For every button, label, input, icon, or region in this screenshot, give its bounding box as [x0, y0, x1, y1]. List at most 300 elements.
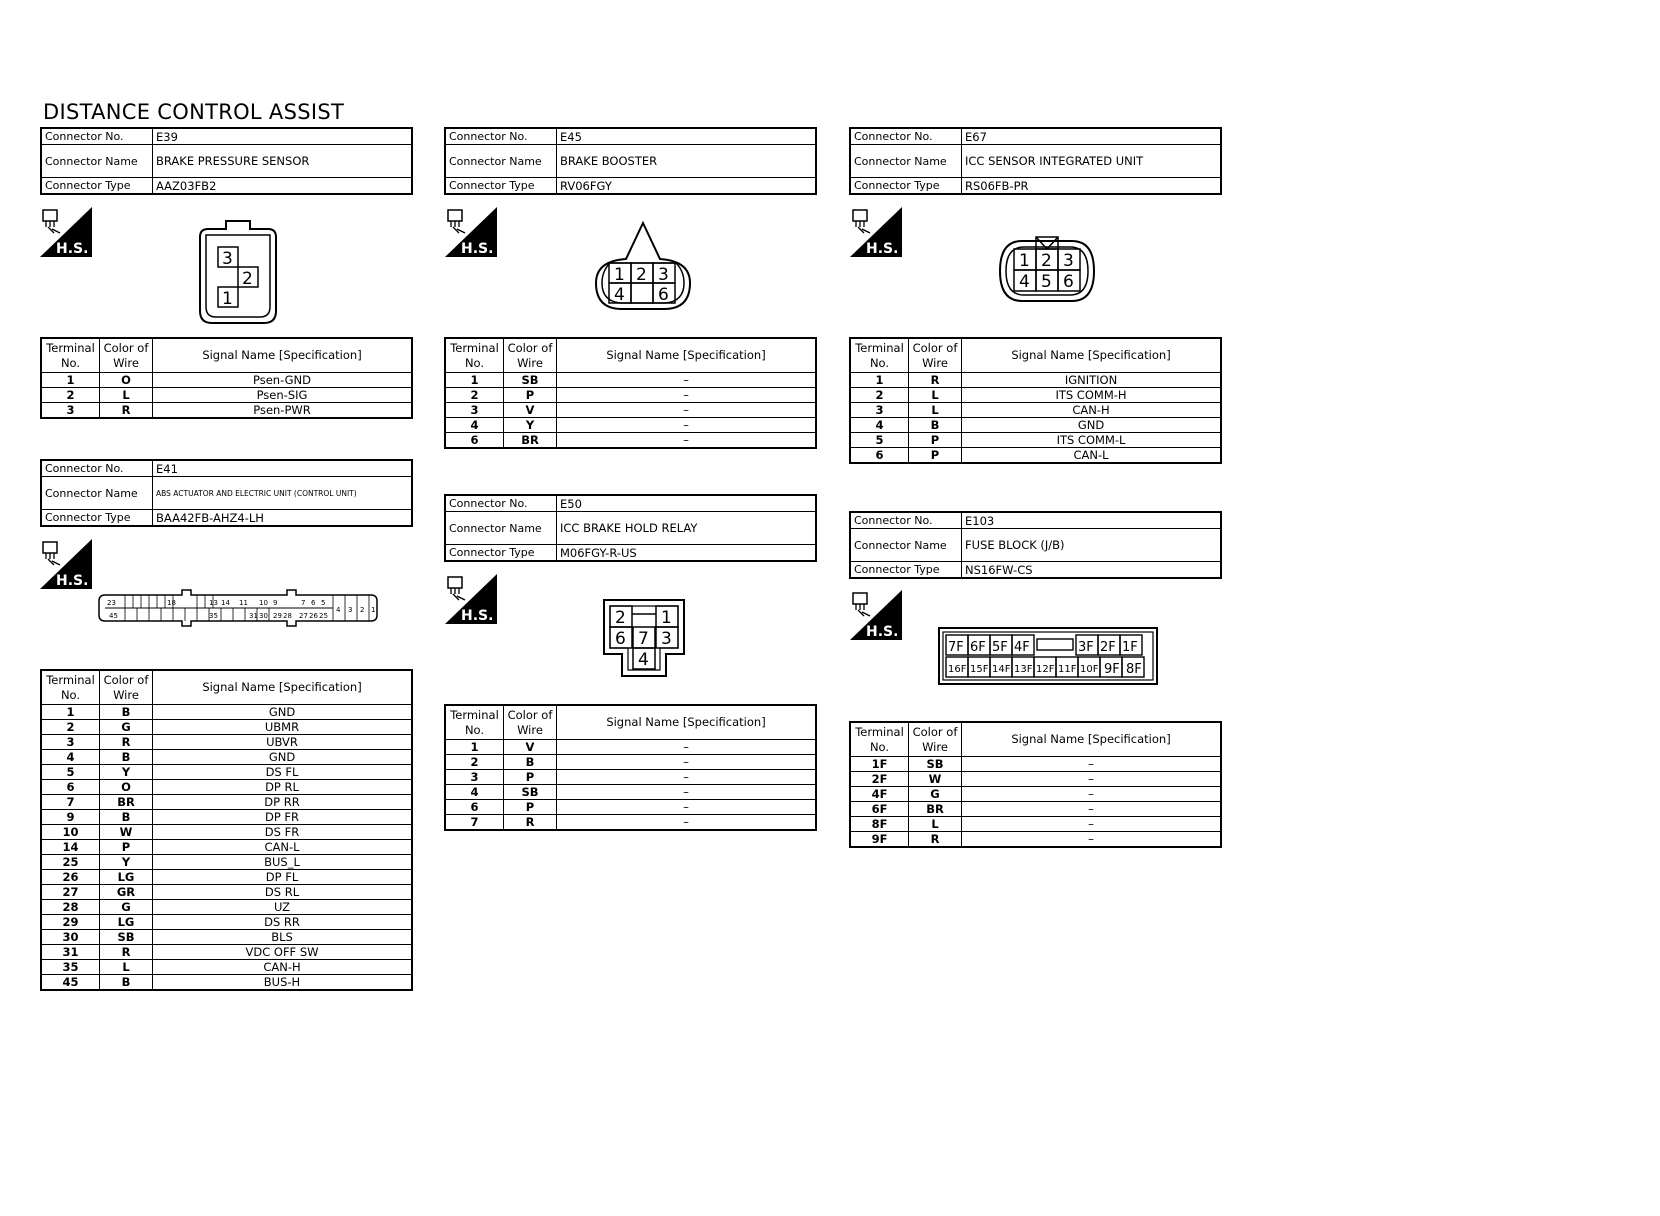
signal-name-cell: –: [557, 433, 817, 449]
wire-color-cell: LG: [100, 915, 153, 930]
connector-name-label: Connector Name: [41, 145, 153, 178]
terminal-no-cell: 7: [41, 795, 100, 810]
table-row: [41, 840, 412, 855]
terminal-no-cell: 5: [41, 765, 100, 780]
terminal-no-cell: 10: [41, 825, 100, 840]
hs-label: H.S.: [866, 241, 899, 257]
signal-name-cell: –: [962, 787, 1222, 802]
signal-name-cell: DP RL: [153, 780, 413, 795]
signal-name-header: Signal Name [Specification]: [153, 338, 413, 373]
pin-label: 2: [615, 608, 626, 628]
terminal-no-cell: 4: [445, 418, 504, 433]
terminal-no-cell: 4: [850, 418, 909, 433]
terminal-no-cell: 5: [850, 433, 909, 448]
connector-e39-info: [40, 127, 413, 195]
table-row: [41, 885, 412, 900]
terminal-no-cell: 14: [41, 840, 100, 855]
terminal-no-cell: 2: [445, 755, 504, 770]
signal-name-cell: UBVR: [153, 735, 413, 750]
terminal-no-header: Terminal No.: [445, 338, 504, 373]
wire-color-cell: L: [100, 388, 153, 403]
wire-color-cell: W: [909, 772, 962, 787]
pin-label: 14: [221, 599, 230, 607]
signal-name-cell: ITS COMM-L: [962, 433, 1222, 448]
wire-color-cell: W: [100, 825, 153, 840]
connector-type-value: RS06FB-PR: [962, 178, 1222, 195]
terminal-no-cell: 3: [41, 735, 100, 750]
pin-label: 18: [167, 599, 176, 607]
wire-color-cell: SB: [504, 785, 557, 800]
wire-color-cell: O: [100, 373, 153, 388]
terminal-no-cell: 45: [41, 975, 100, 991]
signal-name-cell: –: [557, 755, 817, 770]
table-row: [445, 770, 816, 785]
pin-label: 3: [1063, 251, 1074, 271]
hs-label: H.S.: [56, 241, 89, 257]
table-row: [850, 757, 1221, 772]
terminal-no-cell: 3: [41, 403, 100, 419]
wire-color-cell: P: [909, 433, 962, 448]
signal-name-cell: UBMR: [153, 720, 413, 735]
terminal-no-cell: 4: [445, 785, 504, 800]
wire-color-cell: BR: [100, 795, 153, 810]
signal-name-header: Signal Name [Specification]: [557, 338, 817, 373]
connector-no-value: E50: [557, 495, 817, 512]
connector-type-label: Connector Type: [850, 178, 962, 195]
wire-color-cell: P: [504, 770, 557, 785]
terminal-no-header: Terminal No.: [41, 670, 100, 705]
wire-color-cell: G: [100, 720, 153, 735]
connector-type-label: Connector Type: [445, 178, 557, 195]
terminal-no-cell: 25: [41, 855, 100, 870]
connector-name-value: BRAKE PRESSURE SENSOR: [153, 145, 413, 178]
terminal-no-cell: 2: [41, 720, 100, 735]
pin-label: 35: [209, 612, 218, 620]
color-of-wire-header: Color of Wire: [100, 338, 153, 373]
terminal-no-cell: 1: [445, 373, 504, 388]
pin-label: 3: [658, 265, 669, 285]
connector-e67-info: [849, 127, 1222, 195]
table-row: [850, 802, 1221, 817]
table-row: [41, 870, 412, 885]
signal-name-cell: –: [962, 817, 1222, 832]
wire-color-cell: L: [100, 960, 153, 975]
connector-no-label: Connector No.: [445, 128, 557, 145]
table-row: [850, 817, 1221, 832]
pin-label: 5: [321, 599, 326, 607]
wire-color-cell: R: [100, 945, 153, 960]
connector-e50-diagram: [602, 598, 686, 678]
connector-type-label: Connector Type: [41, 178, 153, 195]
terminal-no-cell: 1: [445, 740, 504, 755]
wire-color-cell: LG: [100, 870, 153, 885]
wire-color-cell: L: [909, 817, 962, 832]
table-row: [41, 780, 412, 795]
table-row: [41, 960, 412, 975]
pin-label: 15F: [970, 664, 989, 675]
terminal-no-cell: 8F: [850, 817, 909, 832]
pin-label: 5F: [992, 640, 1008, 655]
terminal-no-cell: 6F: [850, 802, 909, 817]
wire-color-cell: R: [909, 832, 962, 848]
signal-name-cell: –: [557, 740, 817, 755]
harness-side-icon: [40, 539, 90, 587]
terminal-no-header: Terminal No.: [850, 722, 909, 757]
color-of-wire-header: Color of Wire: [100, 670, 153, 705]
terminal-no-cell: 27: [41, 885, 100, 900]
terminal-no-cell: 28: [41, 900, 100, 915]
pin-label: 6F: [970, 640, 986, 655]
pin-label: 10F: [1080, 664, 1099, 675]
pin-label: 6: [615, 629, 626, 649]
pin-label: 28: [283, 612, 292, 620]
pin-label: 2: [360, 606, 365, 614]
signal-name-cell: UZ: [153, 900, 413, 915]
pin-label: 9F: [1104, 662, 1120, 677]
pin-label: 26: [309, 612, 318, 620]
connector-type-value: NS16FW-CS: [962, 562, 1222, 579]
harness-side-icon: [850, 207, 900, 255]
signal-name-cell: –: [962, 757, 1222, 772]
signal-name-cell: DP FR: [153, 810, 413, 825]
hs-label: H.S.: [56, 573, 89, 589]
pin-label: 13: [209, 599, 218, 607]
table-row: [41, 825, 412, 840]
signal-name-cell: DP RR: [153, 795, 413, 810]
table-row: [445, 800, 816, 815]
terminal-no-header: Terminal No.: [445, 705, 504, 740]
connector-e50-pin-table: [444, 704, 817, 831]
pin-label: 2F: [1100, 640, 1116, 655]
wire-color-cell: BR: [504, 433, 557, 449]
signal-name-cell: ITS COMM-H: [962, 388, 1222, 403]
connector-no-value: E45: [557, 128, 817, 145]
table-row: [41, 795, 412, 810]
pin-label: 8F: [1126, 662, 1142, 677]
connector-type-label: Connector Type: [850, 562, 962, 579]
terminal-no-cell: 26: [41, 870, 100, 885]
table-row: [41, 750, 412, 765]
pin-label: 7F: [948, 640, 964, 655]
table-row: [445, 755, 816, 770]
table-row: [445, 740, 816, 755]
pin-label: 1: [661, 608, 672, 628]
pin-label: 45: [109, 612, 118, 620]
table-row: [41, 720, 412, 735]
harness-side-icon: [850, 590, 900, 638]
terminal-no-cell: 3: [445, 403, 504, 418]
signal-name-cell: –: [557, 388, 817, 403]
harness-side-icon: [445, 207, 495, 255]
pin-label: 12F: [1036, 664, 1055, 675]
table-row: [41, 735, 412, 750]
wire-color-cell: SB: [909, 757, 962, 772]
signal-name-cell: VDC OFF SW: [153, 945, 413, 960]
table-row: [445, 815, 816, 831]
table-row: [850, 388, 1221, 403]
table-row: [445, 433, 816, 449]
pin-label: 2: [636, 265, 647, 285]
hs-label: H.S.: [461, 241, 494, 257]
connector-no-value: E103: [962, 512, 1222, 529]
signal-name-cell: –: [557, 418, 817, 433]
connector-e39-pin-table: [40, 337, 413, 419]
connector-no-label: Connector No.: [41, 128, 153, 145]
signal-name-cell: –: [962, 772, 1222, 787]
pin-label: 5: [1041, 272, 1052, 292]
page-title: DISTANCE CONTROL ASSIST: [43, 100, 345, 124]
connector-e103-pin-table: [849, 721, 1222, 848]
harness-side-icon: [40, 207, 90, 255]
pin-label: 6: [1063, 272, 1074, 292]
pin-label: 1: [222, 289, 233, 309]
table-row: [445, 388, 816, 403]
connector-e41-info: [40, 459, 413, 527]
connector-type-value: BAA42FB-AHZ4-LH: [153, 510, 413, 527]
wire-color-cell: Y: [100, 855, 153, 870]
connector-type-value: M06FGY-R-US: [557, 545, 817, 562]
color-of-wire-header: Color of Wire: [909, 722, 962, 757]
hs-label: H.S.: [461, 608, 494, 624]
signal-name-cell: –: [557, 800, 817, 815]
connector-no-value: E41: [153, 460, 413, 477]
signal-name-cell: –: [557, 815, 817, 831]
signal-name-cell: –: [557, 770, 817, 785]
terminal-no-header: Terminal No.: [41, 338, 100, 373]
connector-e103-info: [849, 511, 1222, 579]
wire-color-cell: P: [504, 388, 557, 403]
connector-type-label: Connector Type: [41, 510, 153, 527]
pin-label: 30: [259, 612, 268, 620]
connector-no-value: E39: [153, 128, 413, 145]
pin-label: 2: [1041, 251, 1052, 271]
signal-name-cell: CAN-L: [962, 448, 1222, 464]
wire-color-cell: B: [100, 810, 153, 825]
terminal-no-cell: 6: [41, 780, 100, 795]
connector-name-value: ICC BRAKE HOLD RELAY: [557, 512, 817, 545]
terminal-no-cell: 2: [445, 388, 504, 403]
terminal-no-cell: 3: [850, 403, 909, 418]
terminal-no-cell: 3: [445, 770, 504, 785]
wire-color-cell: L: [909, 388, 962, 403]
pin-label: 16F: [948, 664, 967, 675]
pin-label: 9: [273, 599, 278, 607]
table-row: [41, 765, 412, 780]
terminal-no-cell: 2F: [850, 772, 909, 787]
terminal-no-cell: 31: [41, 945, 100, 960]
table-row: [850, 373, 1221, 388]
signal-name-cell: –: [557, 785, 817, 800]
connector-type-value: AAZ03FB2: [153, 178, 413, 195]
table-row: [41, 945, 412, 960]
pin-label: 14F: [992, 664, 1011, 675]
wire-color-cell: B: [100, 750, 153, 765]
pin-label: 1: [1019, 251, 1030, 271]
connector-no-label: Connector No.: [850, 128, 962, 145]
terminal-no-cell: 9F: [850, 832, 909, 848]
pin-label: 3F: [1078, 640, 1094, 655]
table-row: [445, 403, 816, 418]
signal-name-cell: DP FL: [153, 870, 413, 885]
terminal-no-cell: 1: [850, 373, 909, 388]
connector-e45-pin-table: [444, 337, 817, 449]
signal-name-cell: –: [962, 802, 1222, 817]
pin-label: 1: [614, 265, 625, 285]
table-row: [41, 855, 412, 870]
pin-label: 10: [259, 599, 268, 607]
wire-color-cell: G: [909, 787, 962, 802]
pin-label: 4F: [1014, 640, 1030, 655]
harness-side-icon: [445, 574, 495, 622]
terminal-no-cell: 6: [850, 448, 909, 464]
signal-name-cell: CAN-H: [962, 403, 1222, 418]
wire-color-cell: L: [909, 403, 962, 418]
signal-name-cell: Psen-SIG: [153, 388, 413, 403]
pin-label: 4: [614, 285, 625, 305]
pin-label: 1: [371, 606, 376, 614]
terminal-no-cell: 35: [41, 960, 100, 975]
signal-name-header: Signal Name [Specification]: [153, 670, 413, 705]
connector-type-value: RV06FGY: [557, 178, 817, 195]
pin-label: 11: [239, 599, 248, 607]
connector-no-value: E67: [962, 128, 1222, 145]
table-row: [41, 930, 412, 945]
wire-color-cell: P: [504, 800, 557, 815]
signal-name-cell: –: [557, 403, 817, 418]
table-row: [41, 975, 412, 991]
table-row: [41, 373, 412, 388]
pin-label: 6: [658, 285, 669, 305]
wire-color-cell: R: [100, 735, 153, 750]
connector-name-label: Connector Name: [850, 529, 962, 562]
terminal-no-cell: 7: [445, 815, 504, 831]
table-row: [850, 418, 1221, 433]
signal-name-cell: BLS: [153, 930, 413, 945]
signal-name-cell: Psen-PWR: [153, 403, 413, 419]
signal-name-cell: DS RR: [153, 915, 413, 930]
wire-color-cell: V: [504, 403, 557, 418]
connector-no-label: Connector No.: [41, 460, 153, 477]
connector-e41-pin-table: [40, 669, 413, 991]
pin-label: 25: [319, 612, 328, 620]
color-of-wire-header: Color of Wire: [504, 338, 557, 373]
terminal-no-cell: 2: [850, 388, 909, 403]
connector-name-value: ABS ACTUATOR AND ELECTRIC UNIT (CONTROL UNIT): [153, 477, 413, 510]
pin-label: 29: [273, 612, 282, 620]
wire-color-cell: SB: [504, 373, 557, 388]
terminal-no-cell: 1F: [850, 757, 909, 772]
table-row: [850, 772, 1221, 787]
wire-color-cell: O: [100, 780, 153, 795]
table-row: [445, 785, 816, 800]
table-row: [41, 705, 412, 720]
connector-e67-pin-table: [849, 337, 1222, 464]
pin-label: 4: [1019, 272, 1030, 292]
connector-name-value: ICC SENSOR INTEGRATED UNIT: [962, 145, 1222, 178]
connector-e41-diagram: [97, 587, 382, 627]
wire-color-cell: Y: [100, 765, 153, 780]
signal-name-cell: IGNITION: [962, 373, 1222, 388]
wire-color-cell: R: [504, 815, 557, 831]
pin-label: 4: [336, 606, 341, 614]
table-row: [41, 403, 412, 419]
signal-name-header: Signal Name [Specification]: [962, 338, 1222, 373]
connector-name-label: Connector Name: [41, 477, 153, 510]
pin-label: 31: [249, 612, 258, 620]
terminal-no-cell: 2: [41, 388, 100, 403]
connector-no-label: Connector No.: [850, 512, 962, 529]
terminal-no-cell: 9: [41, 810, 100, 825]
terminal-no-cell: 29: [41, 915, 100, 930]
pin-label: 3: [222, 249, 233, 269]
wire-color-cell: R: [100, 403, 153, 419]
signal-name-cell: GND: [153, 705, 413, 720]
connector-name-value: FUSE BLOCK (J/B): [962, 529, 1222, 562]
signal-name-cell: BUS_L: [153, 855, 413, 870]
table-row: [445, 373, 816, 388]
signal-name-cell: GND: [153, 750, 413, 765]
connector-no-label: Connector No.: [445, 495, 557, 512]
hs-label: H.S.: [866, 624, 899, 640]
wire-color-cell: P: [100, 840, 153, 855]
terminal-no-cell: 6: [445, 433, 504, 449]
signal-name-cell: Psen-GND: [153, 373, 413, 388]
signal-name-cell: –: [557, 373, 817, 388]
connector-e103-diagram: [937, 626, 1159, 686]
connector-name-label: Connector Name: [445, 512, 557, 545]
table-row: [850, 433, 1221, 448]
signal-name-cell: CAN-L: [153, 840, 413, 855]
wire-color-cell: B: [100, 705, 153, 720]
wire-color-cell: B: [100, 975, 153, 991]
wire-color-cell: V: [504, 740, 557, 755]
wire-color-cell: Y: [504, 418, 557, 433]
table-row: [850, 403, 1221, 418]
pin-label: 3: [661, 629, 672, 649]
pin-label: 6: [311, 599, 316, 607]
wire-color-cell: BR: [909, 802, 962, 817]
wire-color-cell: R: [909, 373, 962, 388]
connector-e45-info: [444, 127, 817, 195]
table-row: [445, 418, 816, 433]
pin-label: 2: [242, 269, 253, 289]
signal-name-cell: DS RL: [153, 885, 413, 900]
signal-name-cell: CAN-H: [153, 960, 413, 975]
signal-name-cell: DS FL: [153, 765, 413, 780]
signal-name-cell: GND: [962, 418, 1222, 433]
wire-color-cell: P: [909, 448, 962, 464]
connector-e67-diagram: [998, 235, 1096, 307]
color-of-wire-header: Color of Wire: [909, 338, 962, 373]
table-row: [41, 388, 412, 403]
table-row: [41, 900, 412, 915]
table-row: [41, 810, 412, 825]
table-row: [850, 787, 1221, 802]
wire-color-cell: SB: [100, 930, 153, 945]
signal-name-cell: –: [962, 832, 1222, 848]
terminal-no-cell: 1: [41, 705, 100, 720]
pin-label: 3: [348, 606, 353, 614]
pin-label: 4: [638, 650, 649, 670]
terminal-no-cell: 6: [445, 800, 504, 815]
connector-name-value: BRAKE BOOSTER: [557, 145, 817, 178]
connector-name-label: Connector Name: [445, 145, 557, 178]
table-row: [41, 915, 412, 930]
pin-label: 7: [638, 629, 649, 649]
terminal-no-header: Terminal No.: [850, 338, 909, 373]
pin-label: 11F: [1058, 664, 1077, 675]
signal-name-cell: BUS-H: [153, 975, 413, 991]
